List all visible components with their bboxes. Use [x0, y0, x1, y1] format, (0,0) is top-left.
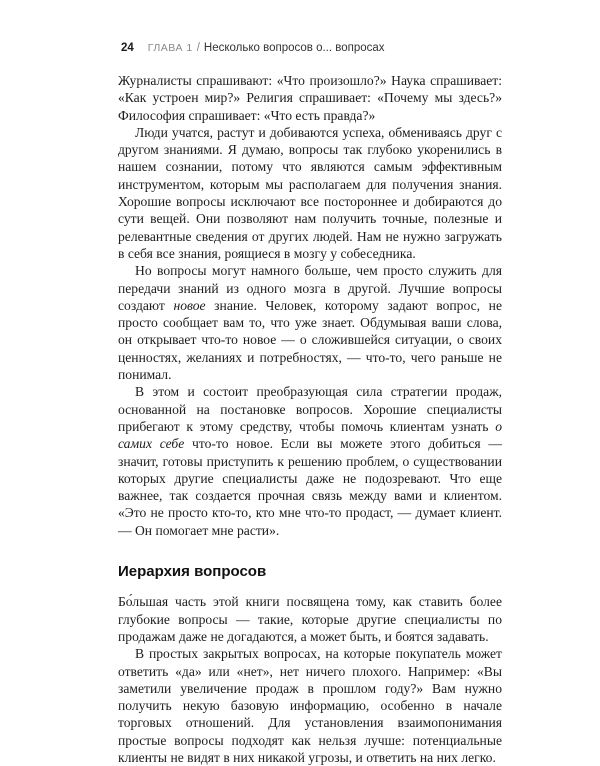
- section-heading: Иерархия вопросов: [118, 563, 267, 581]
- chapter-label: ГЛАВА 1: [147, 42, 193, 54]
- paragraph: [118, 262, 502, 383]
- emphasis-text: о самих себе: [118, 418, 502, 452]
- running-header: [121, 42, 385, 54]
- paragraph: Бо́льшая часть этой книги посвящена тому, как ставить более глубокие вопросы — такие, которые другие специалисты по продажам даже не догадаются, а может быть, и боятся задавать.: [118, 594, 502, 644]
- paragraph-text: Но вопросы могут намного больше, чем просто служить для передачи знаний из одного мозга в другой. Лучшие вопросы создают: [118, 263, 502, 313]
- paragraph-text: знание. Человек, которому задают вопрос, не просто сообщает вам то, что уже знает. Обдумывая ваши слова, он открывает что-то новое — о сложившейся ситуации, о своих ценностях, желаниях и потребностях, — что-то, чего раньше не понимал.: [118, 297, 502, 383]
- paragraph: Люди учатся, растут и добиваются успеха, обмениваясь друг с другом знаниями. Я думаю, вопросы так глубоко укоренились в нашем сознании, потому что являются самым эффективным инструментом, которым мы располагаем для получения знания. Хорошие вопросы исключают все постороннее и добираются до сути вещей. Они позволяют нам получить точные, полезные и релевантные сведения от других людей. Нам не нужно загружать в себя все знания, роящиеся в мозгу у собеседника.: [118, 124, 502, 261]
- paragraph: Журналисты спрашивают: «Что произошло?» Наука спрашивает: «Как устроен мир?» Религия спрашивает: «Почему мы здесь?» Философия спрашивает: «Что есть правда?»: [118, 73, 502, 123]
- page-number: 24: [121, 42, 134, 54]
- paragraph-text: В этом и состоит преобразующая сила стратегии продаж, основанной на постановке вопросов. Хорошие специалисты прибегают к этому средству, чтобы помочь клиентам узнать: [118, 384, 502, 434]
- header-separator: /: [196, 42, 200, 54]
- emphasis-text: новое: [173, 297, 206, 313]
- paragraph: В простых закрытых вопросах, на которые покупатель может ответить «да» или «нет», нет ничего плохого. Например: «Вы заметили увеличение продаж в прошлом году?» Вам нужно получить некую базовую информацию, особенно в начале торговых отношений. Для установления взаимопонимания простые вопросы подходят как нельзя лучше: потенциальные клиенты не видят в них никакой угрозы, и ответить на них легко.: [118, 646, 502, 765]
- paragraph-text: что-то новое. Если вы можете этого добиться — значит, готовы приступить к решению проблем, о существовании которых другие специалисты даже не подозревают. Что еще важнее, так создается прочная связь между вами и клиентом. «Это не просто кто-то, кто мне что-то продаст, — думает клиент. — Он помогает мне расти».: [118, 436, 502, 538]
- body-text: [118, 72, 502, 766]
- paragraph: [118, 383, 502, 539]
- chapter-title: Несколько вопросов о... вопросах: [203, 42, 385, 54]
